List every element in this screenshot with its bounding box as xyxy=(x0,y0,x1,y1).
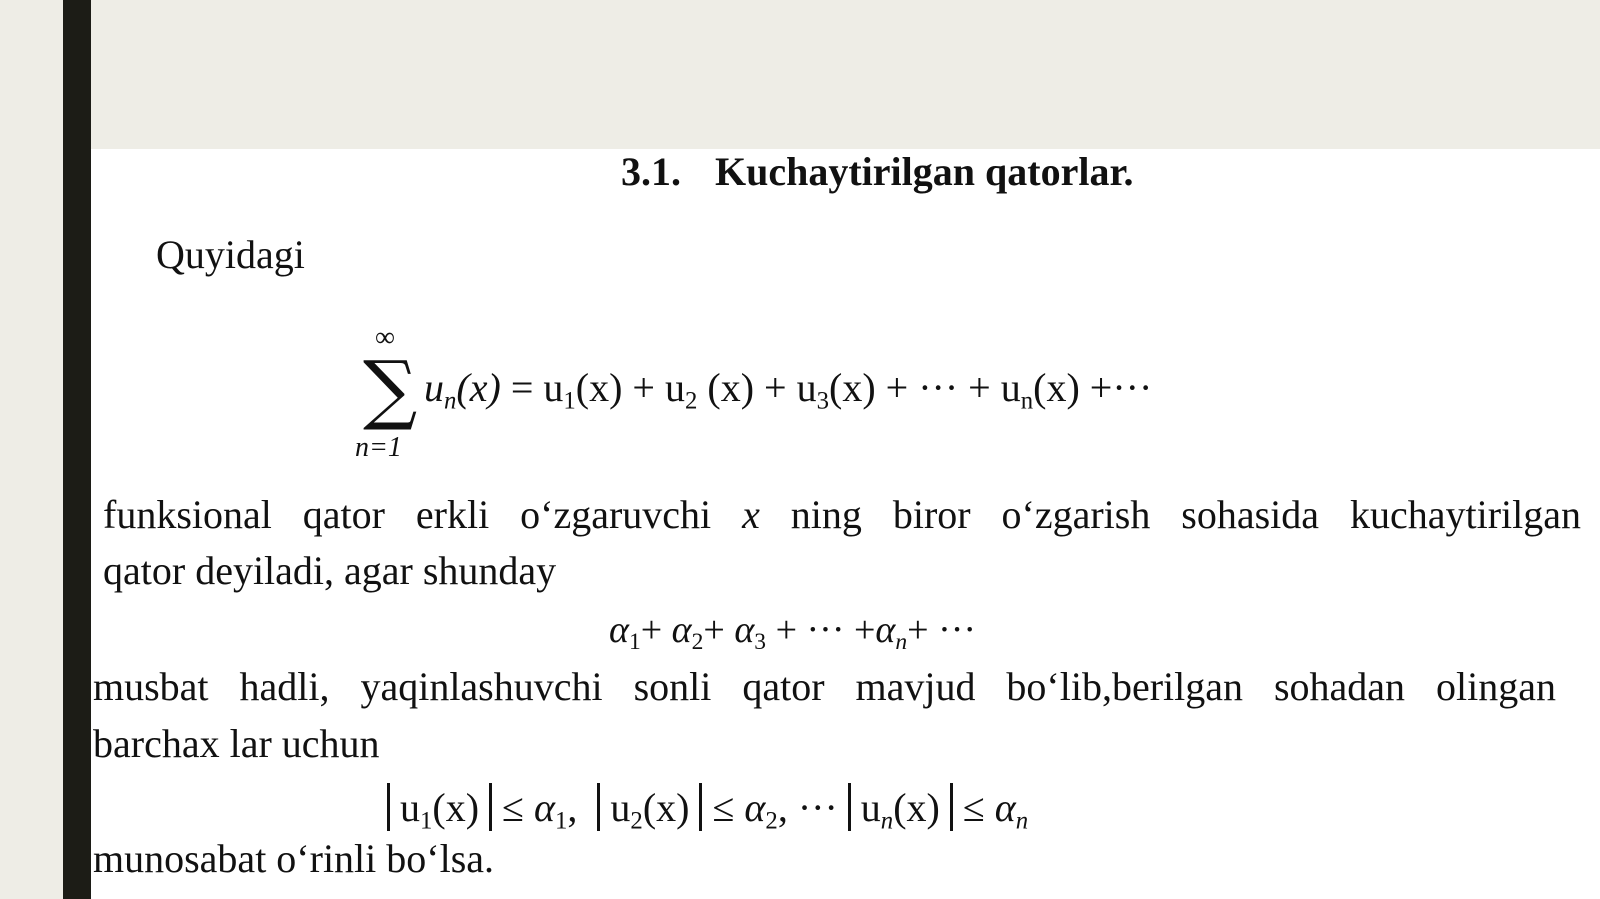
paragraph-1-line-2: qator deyiladi, agar shunday xyxy=(103,548,557,593)
intro-text: Quyidagi xyxy=(156,232,305,277)
document-page xyxy=(81,149,1600,899)
section-heading xyxy=(621,149,1134,194)
sigma: ∑ xyxy=(363,344,418,433)
section-title: Kuchaytirilgan qatorlar. xyxy=(715,149,1134,194)
page-left-edge xyxy=(81,149,91,899)
sum-symbol xyxy=(355,322,423,463)
paragraph-3: munosabat o‘rinli bo‘lsa. xyxy=(93,836,495,881)
paragraph-2-line-1: musbat hadli, yaqinlashuvchi sonli qator mavjud bo‘lib,berilgan sohadan olingan xyxy=(93,664,1556,709)
sum-upper-limit: ∞ xyxy=(375,322,395,353)
section-number: 3.1. xyxy=(621,149,681,194)
paragraph-2-line-2: barchax lar uchun xyxy=(93,721,380,766)
inequalities: $u_1(x) \le \alpha_1$, $u_2(x) \le \alpha_2$, ··· $u_n(x) \le \alpha_n$ xyxy=(377,783,1028,831)
alpha-series: $\alpha_1+ \alpha_2+ \alpha_3$ + ··· $+\alpha_n+$ ··· xyxy=(609,609,977,656)
series-equation: $u_n(x) = u_1(x) + u_2$ $(x) + u_3(x)$ + ··· + $u_n(x)$ +··· xyxy=(424,365,1153,415)
paragraph-1-line-1: funksional qator erkli o‘zgaruvchi x ning biror o‘zgarish sohasida kuchaytirilgan xyxy=(103,492,1581,537)
sum-lower-limit: n=1 xyxy=(355,432,402,463)
